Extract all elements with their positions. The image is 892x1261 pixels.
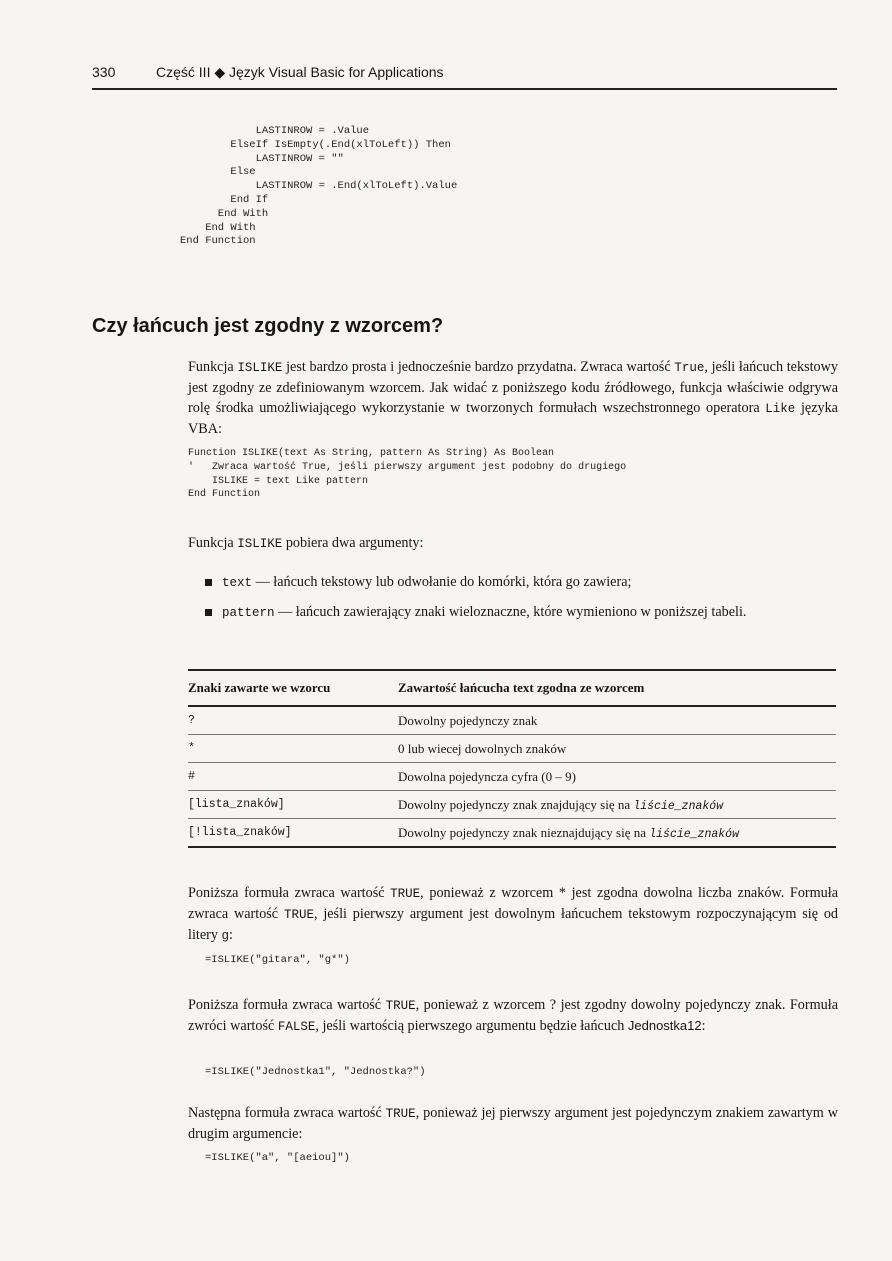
code-line: ' Zwraca wartość True, jeśli pierwszy argument jest podobny do drugiego — [188, 461, 627, 473]
text-run: pobiera dwa argumenty: — [282, 535, 424, 551]
paragraph-gstar — [188, 883, 838, 946]
code-line: LASTINROW = .End(xlToLeft).Value — [180, 180, 458, 193]
description-cell — [398, 763, 836, 791]
table-row — [188, 706, 836, 735]
page-header — [92, 62, 837, 90]
text-run: Poniższa formuła zwraca wartość — [188, 885, 391, 901]
paragraph-question — [188, 995, 838, 1037]
table-row — [188, 791, 836, 819]
text-run: : — [701, 1018, 706, 1034]
inline-code: g — [221, 929, 230, 943]
inline-code: Like — [765, 402, 796, 416]
text-run: 0 lub wiecej dowolnych znaków — [398, 740, 567, 756]
code-line: End Function — [180, 235, 256, 248]
code-line: End If — [180, 193, 269, 206]
text-run: Następna formuła zwraca wartość — [188, 1105, 386, 1121]
inline-code: text — [222, 576, 253, 590]
code-block-top — [180, 125, 457, 249]
code-line: End Function — [188, 489, 261, 501]
text-run: , ponieważ z wzorcem ? jest zgodny dowolny pojedynczy znak. Formuła zwróci wartość — [188, 997, 838, 1034]
list-item — [205, 573, 825, 593]
text-run: : — [229, 927, 233, 943]
text-run: Poniższa formuła zwraca wartość — [188, 997, 386, 1013]
bullet-square-icon — [205, 609, 212, 616]
text-run: , jeśli pierwszy argument jest dowolnym łańcuchem tekstowym rozpoczynającym się od litery — [188, 906, 839, 943]
pattern-cell: [!lista_znaków] — [188, 819, 398, 848]
text-run: Dowolny pojedynczy znak — [398, 712, 538, 728]
text-run: — łańcuch zawierający znaki wieloznaczne, które wymieniono w poniższej tabeli. — [274, 604, 747, 620]
text-run: jest bardzo prosta i jednocześnie bardzo przydatna. Zwraca wartość — [282, 359, 675, 375]
inline-code: TRUE — [390, 887, 421, 901]
text-run: , ponieważ jej pierwszy argument jest pojedynczym znakiem zawartym w drugim argumencie: — [188, 1105, 838, 1142]
inline-code: FALSE — [277, 1020, 316, 1034]
pattern-cell: # — [188, 763, 398, 791]
page-number: 330 — [92, 64, 116, 80]
description-cell — [398, 819, 836, 848]
inline-code: ISLIKE — [237, 361, 283, 375]
code-line: End With — [180, 221, 256, 234]
text-run: Dowolny pojedynczy znak znajdujący się na — [398, 796, 634, 812]
description-cell — [398, 706, 836, 735]
table-header-row — [188, 670, 836, 706]
formula-1 — [205, 954, 350, 968]
description-cell — [398, 791, 836, 819]
running-title: Część III ◆ Język Visual Basic for Applications — [156, 64, 444, 80]
code-line: LASTINROW = .Value — [180, 125, 370, 137]
inline-code: TRUE — [385, 999, 416, 1013]
text-run: języka VBA: — [188, 400, 838, 437]
formula-3 — [205, 1152, 350, 1166]
column-header: Zawartość łańcucha text zgodna ze wzorcem — [398, 680, 645, 695]
code-line: LASTINROW = "" — [180, 152, 344, 165]
column-header: Znaki zawarte we wzorcu — [188, 680, 331, 695]
formula-2 — [205, 1066, 426, 1080]
table-row — [188, 819, 836, 848]
table-row — [188, 735, 836, 763]
argument-list — [205, 573, 825, 633]
bullet-square-icon — [205, 579, 212, 586]
code-line: ISLIKE = text Like pattern — [188, 475, 369, 487]
wildcard-table — [188, 669, 836, 848]
inline-code: Jednostka12 — [627, 1018, 702, 1033]
code-line: =ISLIKE("a", "[aeiou]") — [205, 1152, 350, 1164]
code-line: =ISLIKE("gitara", "g*") — [205, 954, 350, 966]
text-run: Funkcja — [188, 359, 238, 375]
list-item — [205, 603, 825, 623]
pattern-cell: * — [188, 735, 398, 763]
inline-code: True — [674, 361, 705, 375]
text-run: Dowolny pojedynczy znak nieznajdujący się na — [398, 824, 650, 840]
inline-code: liście_znaków — [649, 827, 739, 841]
text-run: , ponieważ z wzorcem * jest zgodna dowolna liczba znaków. Formuła zwraca wartość — [188, 885, 838, 922]
wildcard-table-grid — [188, 669, 836, 848]
code-line: Function ISLIKE(text As String, pattern As String) As Boolean — [188, 448, 555, 459]
code-block-function — [188, 447, 626, 502]
pattern-cell: [lista_znaków] — [188, 791, 398, 819]
inline-code: TRUE — [283, 908, 314, 922]
text-run: — łańcuch tekstowy lub odwołanie do komórki, która go zawiera; — [252, 574, 632, 590]
code-line: Else — [180, 166, 256, 179]
pattern-cell: ? — [188, 706, 398, 735]
args-intro — [188, 533, 838, 554]
table-row — [188, 763, 836, 791]
text-run: Funkcja — [188, 535, 238, 551]
inline-code: ISLIKE — [237, 537, 283, 551]
inline-code: TRUE — [385, 1107, 416, 1121]
text-run: , jeśli wartością pierwszego argumentu będzie łańcuch — [315, 1018, 628, 1034]
intro-paragraph — [188, 357, 838, 439]
text-run: Dowolna pojedyncza cyfra (0 – 9) — [398, 768, 576, 784]
code-line: =ISLIKE("Jednostka1", "Jednostka?") — [205, 1066, 426, 1078]
paragraph-brackets — [188, 1103, 838, 1144]
code-line: ElseIf IsEmpty(.End(xlToLeft)) Then — [180, 138, 451, 151]
code-line: End With — [180, 207, 269, 220]
inline-code: liście_znaków — [633, 799, 724, 813]
text-run: , jeśli łańcuch tekstowy jest zgodny ze zdefiniowanym wzorcem. Jak widać z poniższego kodu źródłowego, funkcja właściwie odgrywa rolę środka umożliwiającego wykorzystanie w tworzonych formułach wszechstronnego operatora — [188, 359, 838, 416]
inline-code: pattern — [222, 606, 275, 620]
section-title: Czy łańcuch jest zgodny z wzorcem? — [92, 315, 444, 337]
description-cell — [398, 735, 836, 763]
